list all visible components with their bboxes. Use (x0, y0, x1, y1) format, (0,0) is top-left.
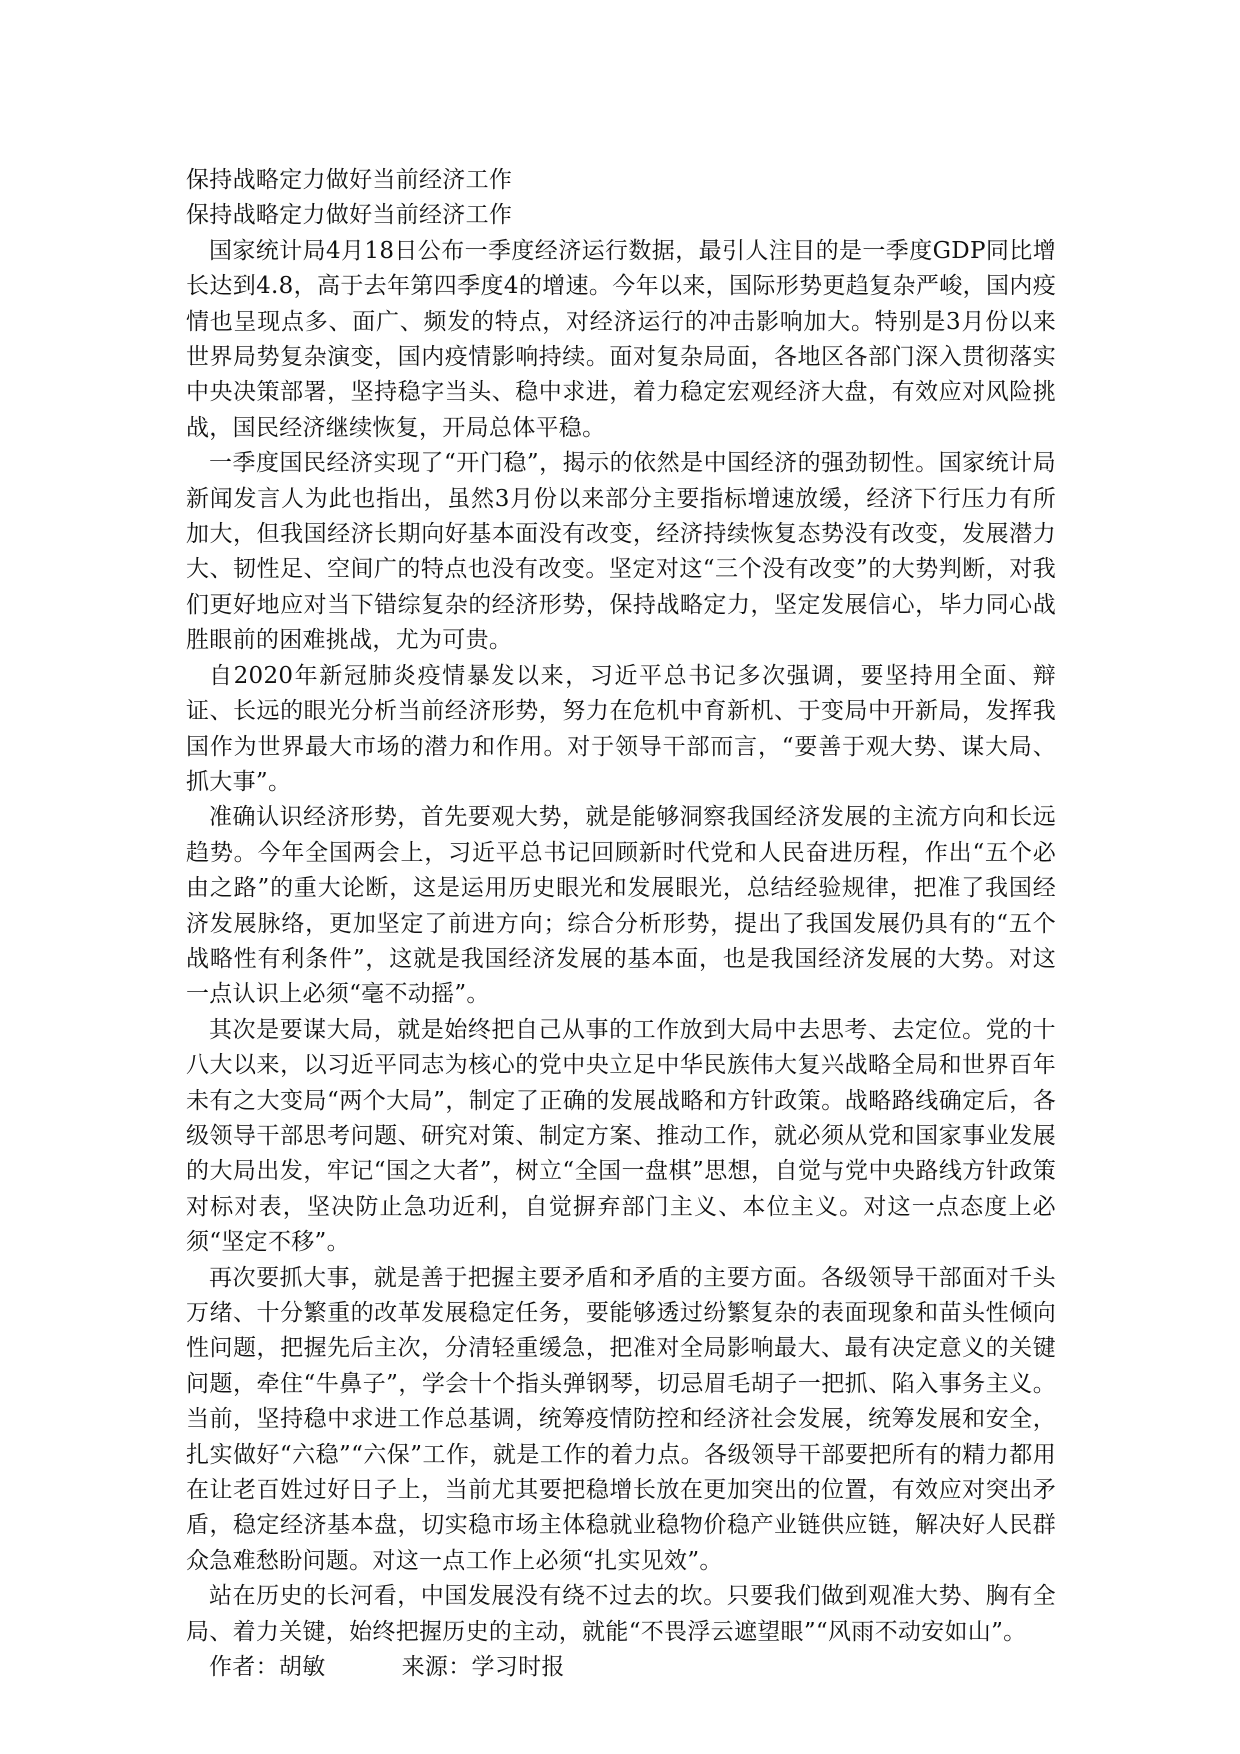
author-label: 作者：胡敏 (209, 1654, 326, 1681)
article-title-repeat: 保持战略定力做好当前经济工作 (186, 202, 513, 229)
article (186, 163, 1056, 1685)
paragraph-2: 一季度国民经济实现了“开门稳”，揭示的依然是中国经济的强劲韧性。国家统计局新闻发言人为此也指出，虽然3月份以来部分主要指标增速放缓，经济下行压力有所加大，但我国经济长期向好基本面没有改变，经济持续恢复态势没有改变，发展潜力大、韧性足、空间广的特点也没有改变。坚定对这“三个没有改变”的大势判断，对我们更好地应对当下错综复杂的经济形势，保持战略定力，坚定发展信心，毕力同心战胜眼前的困难挑战，尤为可贵。 (186, 450, 1056, 654)
source-label: 来源：学习时报 (401, 1654, 565, 1681)
paragraph-6: 再次要抓大事，就是善于把握主要矛盾和矛盾的主要方面。各级领导干部面对千头万绪、十分繁重的改革发展稳定任务，要能够透过纷繁复杂的表面现象和苗头性倾向性问题，把握先后主次，分清轻重缓急，把准对全局影响最大、最有决定意义的关键问题，牵住“牛鼻子”，学会十个指头弹钢琴，切忌眉毛胡子一把抓、陷入事务主义。当前，坚持稳中求进工作总基调，统筹疫情防控和经济社会发展，统筹发展和安全，扎实做好“六稳”“六保”工作，就是工作的着力点。各级领导干部要把所有的精力都用在让老百姓过好日子上，当前尤其要把稳增长放在更加突出的位置，有效应对突出矛盾，稳定经济基本盘，切实稳市场主体稳就业稳物价稳产业链供应链，解决好人民群众急难愁盼问题。对这一点工作上必须“扎实见效”。 (186, 1264, 1056, 1574)
article-title: 保持战略定力做好当前经济工作 (186, 167, 513, 193)
byline (186, 1650, 1056, 1685)
paragraph-5: 其次是要谋大局，就是始终把自己从事的工作放到大局中去思考、去定位。党的十八大以来，以习近平同志为核心的党中央立足中华民族伟大复兴战略全局和世界百年未有之大变局“两个大局”，制定了正确的发展战略和方针政策。战略路线确定后，各级领导干部思考问题、研究对策、制定方案、推动工作，就必须从党和国家事业发展的大局出发，牢记“国之大者”，树立“全国一盘棋”思想，自觉与党中央路线方针政策对标对表，坚决防止急功近利，自觉摒弃部门主义、本位主义。对这一点态度上必须“坚定不移”。 (186, 1016, 1056, 1256)
paragraph-4: 准确认识经济形势，首先要观大势，就是能够洞察我国经济发展的主流方向和长远趋势。今年全国两会上，习近平总书记回顾新时代党和人民奋进历程，作出“五个必由之路”的重大论断，这是运用历史眼光和发展眼光，总结经验规律，把准了我国经济发展脉络，更加坚定了前进方向；综合分析形势，提出了我国发展仍具有的“五个战略性有利条件”，这就是我国经济发展的基本面，也是我国经济发展的大势。对这一点认识上必须“毫不动摇”。 (186, 804, 1056, 1008)
paragraph-7: 站在历史的长河看，中国发展没有绕不过去的坎。只要我们做到观准大势、胸有全局、着力关键，始终把握历史的主动，就能“不畏浮云遮望眼”“风雨不动安如山”。 (186, 1583, 1056, 1645)
paragraph-1: 国家统计局4月18日公布一季度经济运行数据，最引人注目的是一季度GDP同比增长达到4.8，高于去年第四季度4的增速。今年以来，国际形势更趋复杂严峻，国内疫情也呈现点多、面广、频发的特点，对经济运行的冲击影响加大。特别是3月份以来世界局势复杂演变，国内疫情影响持续。面对复杂局面，各地区各部门深入贯彻落实中央决策部署，坚持稳字当头、稳中求进，着力稳定宏观经济大盘，有效应对风险挑战，国民经济继续恢复，开局总体平稳。 (186, 237, 1056, 441)
paragraph-3: 自2020年新冠肺炎疫情暴发以来，习近平总书记多次强调，要坚持用全面、辩证、长远的眼光分析当前经济形势，努力在危机中育新机、于变局中开新局，发挥我国作为世界最大市场的潜力和作用。对于领导干部而言，“要善于观大势、谋大局、抓大事”。 (186, 662, 1056, 795)
